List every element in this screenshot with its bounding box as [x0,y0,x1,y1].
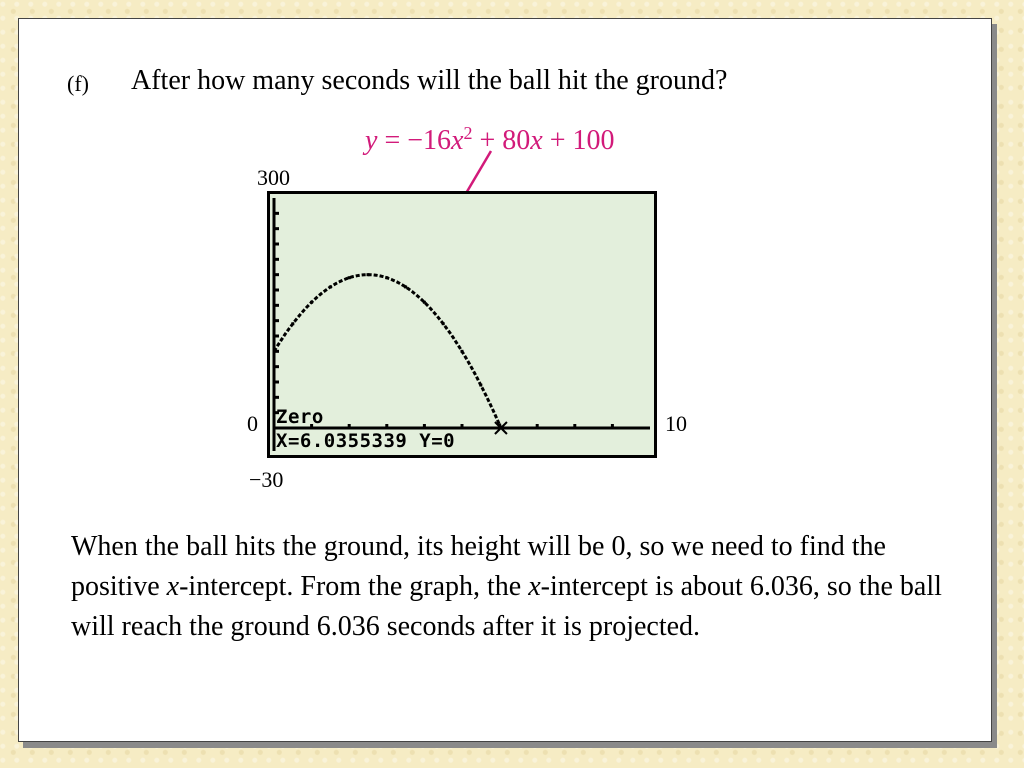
eq-part1: = −16 [377,125,452,156]
para-s2: -intercept. From the graph, the [179,571,529,602]
graph-plot [270,194,654,455]
eq-y: y [365,125,378,156]
eq-part3: + 100 [542,125,615,156]
question-text: After how many seconds will the ball hit the ground? [131,65,728,96]
data-point [310,301,313,304]
data-point [385,276,388,279]
eq-part2: + 80 [472,125,531,156]
data-point [404,285,407,288]
x-min-label: 0 [247,411,258,436]
y-min-label: −30 [249,467,284,492]
eq-x2: x [530,125,543,156]
part-label: (f) [67,71,89,96]
eq-exponent: 2 [463,123,473,143]
zero-readout: X=6.0355339 Y=0 [276,430,456,452]
zero-label: Zero [276,406,324,428]
data-point [367,273,370,276]
x-max-label: 10 [665,411,687,436]
explanation-paragraph [71,527,951,647]
data-point [348,276,351,279]
data-point [329,285,332,288]
data-point [273,350,276,353]
data-point [291,322,294,325]
y-max-label: 300 [257,165,290,190]
para-x2: x [528,571,541,602]
eq-x: x [451,125,464,156]
parabola-curve [274,275,501,428]
data-point [461,350,464,353]
data-point [479,384,482,387]
slide-card [18,18,992,742]
para-x1: x [166,571,180,602]
data-point [442,322,445,325]
calculator-screen [267,191,657,458]
data-point [423,301,426,304]
para-s1: When the ball hits the ground, its height will be 0, so we need to find the positive [71,531,886,602]
para-s3: -intercept is about 6.036, so the ball will reach the ground 6.036 seconds after it is projected. [71,571,942,642]
